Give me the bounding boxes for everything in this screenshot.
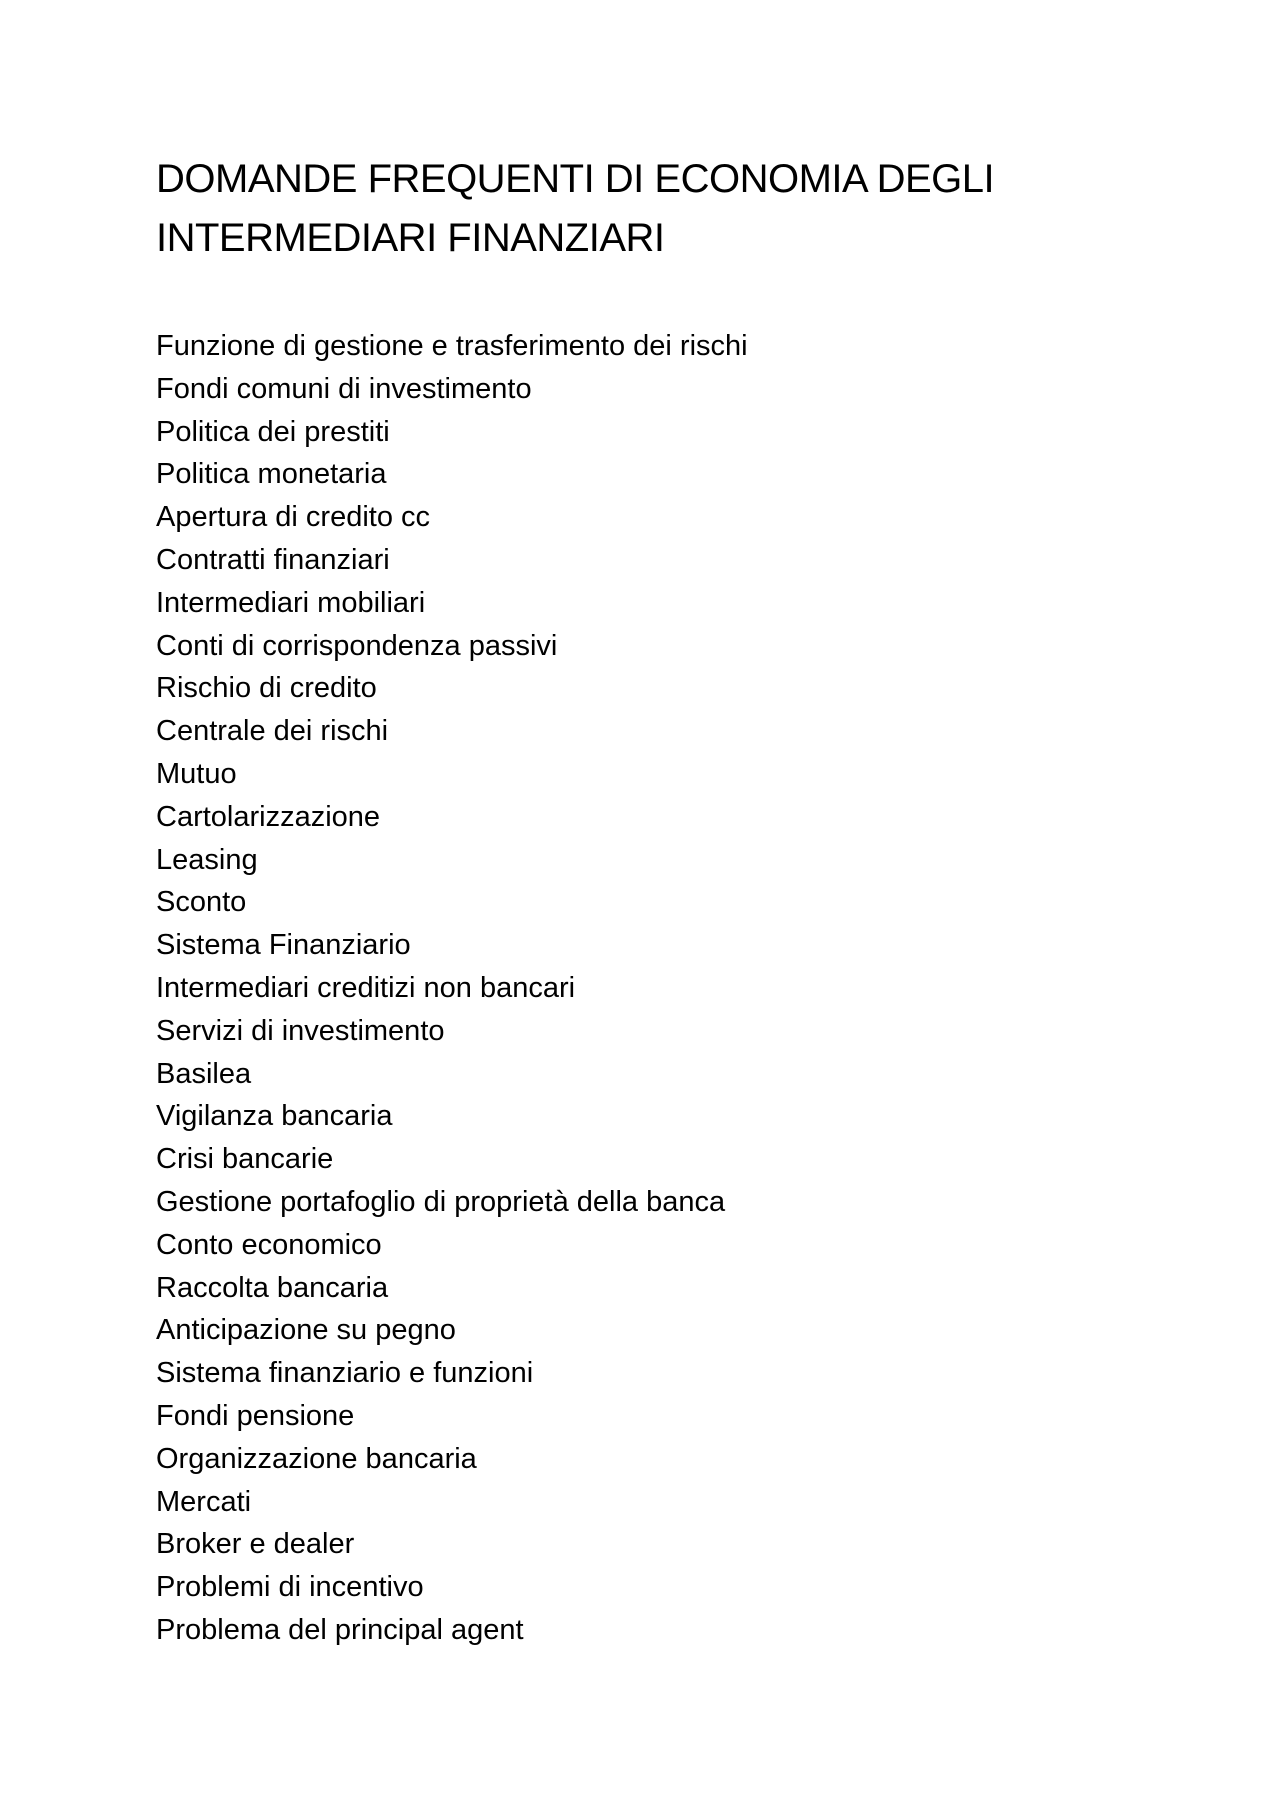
topic-item: Broker e dealer (156, 1528, 355, 1561)
topic-item: Basilea (156, 1057, 252, 1090)
topic-item: Mutuo (156, 757, 237, 790)
topic-item: Problemi di incentivo (156, 1571, 424, 1604)
topic-item: Fondi comuni di investimento (156, 372, 532, 405)
title-line: INTERMEDIARI FINANZIARI (156, 216, 665, 260)
topic-item: Sconto (156, 886, 247, 919)
topic-item: Crisi bancarie (156, 1143, 334, 1176)
topic-item: Leasing (156, 843, 258, 876)
title-line: DOMANDE FREQUENTI DI ECONOMIA DEGLI (156, 157, 995, 201)
topic-item: Rischio di credito (156, 672, 377, 705)
topic-item: Raccolta bancaria (156, 1271, 389, 1304)
document-title (156, 150, 1156, 268)
topic-list (156, 325, 748, 1652)
topic-item: Politica dei prestiti (156, 415, 390, 448)
topic-item: Conto economico (156, 1228, 382, 1261)
topic-item: Sistema Finanziario (156, 929, 411, 962)
topic-item: Vigilanza bancaria (156, 1100, 393, 1133)
topic-item: Intermediari creditizi non bancari (156, 971, 576, 1004)
topic-item: Apertura di credito cc (156, 501, 431, 534)
topic-item: Conti di corrispondenza passivi (156, 629, 558, 662)
topic-item: Centrale dei rischi (156, 715, 389, 748)
topic-item: Contratti finanziari (156, 543, 390, 576)
topic-item: Organizzazione bancaria (156, 1442, 477, 1475)
topic-item: Intermediari mobiliari (156, 586, 426, 619)
topic-item: Fondi pensione (156, 1399, 355, 1432)
topic-item: Mercati (156, 1485, 252, 1518)
topic-item: Politica monetaria (156, 458, 387, 491)
topic-item: Problema del principal agent (156, 1613, 524, 1646)
topic-item: Anticipazione su pegno (156, 1314, 456, 1347)
topic-item: Servizi di investimento (156, 1014, 445, 1047)
topic-item: Funzione di gestione e trasferimento dei rischi (156, 330, 748, 362)
topic-item: Gestione portafoglio di proprietà della banca (156, 1185, 726, 1218)
topic-item: Sistema finanziario e funzioni (156, 1357, 534, 1390)
topic-item: Cartolarizzazione (156, 800, 381, 833)
